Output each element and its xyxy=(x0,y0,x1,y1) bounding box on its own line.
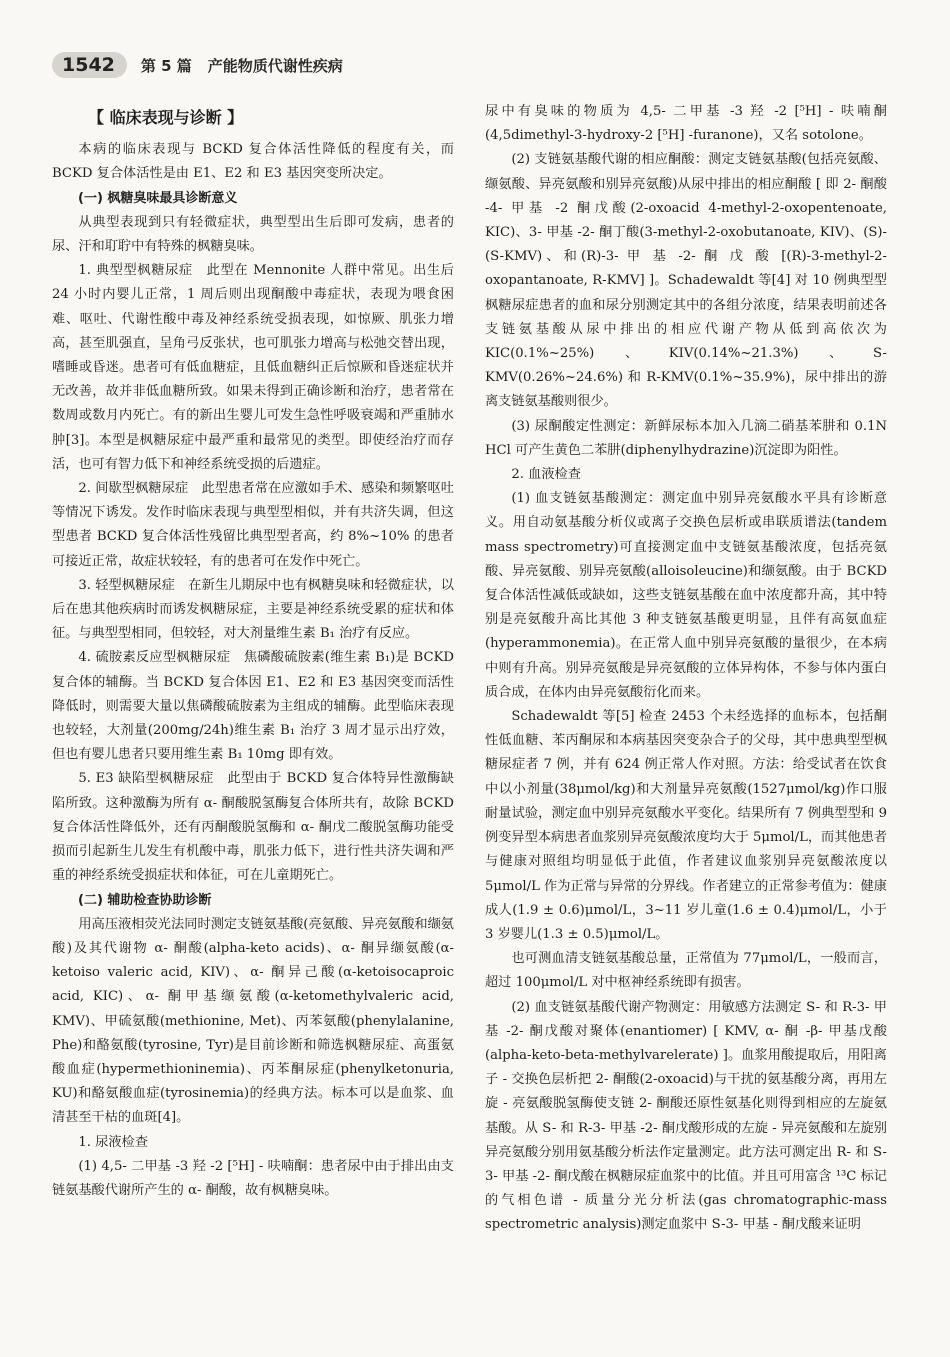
right-column xyxy=(485,100,887,1238)
page-number: 1542 xyxy=(52,52,127,78)
paragraph: 用高压液相荧光法同时测定支链氨基酸(亮氨酸、异亮氨酸和缬氨酸)及其代谢物 α- 酮酸(alpha-keto acids)、α- 酮异缬氨酸(α-ketoiso valeric acid, KIV)、α- 酮异己酸(α-ketoisocaproic acid, KIC)、α- 酮甲基缬氨酸(α-ketomethylvaleric acid, KMV)、甲硫氨酸(methionine, Met)、丙苯氨酸(phenylalanine, Phe)和酪氨酸(tyrosine, Tyr)是目前诊断和筛选枫糖尿症、高蛋氨酸血症(hypermethioninemia)、丙苯酮尿症(phenylketonuria, KU)和酪氨酸血症(tyrosinemia)的经典方法。标本可以是血浆、血清甚至干枯的血斑[4]。 xyxy=(52,916,454,1126)
paragraph: (3) 尿酮酸定性测定：新鲜尿标本加入几滴二硝基苯肼和 0.1N HCl 可产生黄色二苯肼(diphenylhydrazine)沉淀即为阳性。 xyxy=(485,418,887,458)
paragraph: (2) 血支链氨基酸代谢产物测定：用敏感方法测定 S- 和 R-3- 甲基 -2- 酮戊酸对聚体(enantiomer) [ KMV, α- 酮 -β- 甲基戊酸(alpha-keto-beta-methylvarelerate) ]。血浆用酸提取后，用阳离子 - 交换色层析把 2- 酮酸(2-oxoacid)与干扰的氨基酸分离，再用左旋 - 亮氨酸脱氢酶使支链 2- 酮酸还原性氨基化则得到相应的左旋氨基酸。从 S- 和 R-3- 甲基 -2- 酮戊酸形成的左旋 - 异亮氨酸和左旋别异亮氨酸分别用氨基酸分析法作定量测定。此方法可测定出 R- 和 S-3- 甲基 -2- 酮戊酸在枫糖尿症血浆中的比值。并且可用富含 ¹³C 标记的气相色谱 - 质量分光分析法(gas chromatographic-mass spectrometric analysis)测定血浆中 S-3- 甲基 - 酮戊酸来证明 xyxy=(485,999,887,1233)
subheading: (一) 枫糖臭味最具诊断意义 xyxy=(78,190,238,206)
paragraph: 5. E3 缺陷型枫糖尿症 此型由于 BCKD 复合体特异性激酶缺陷所致。这种激酶为所有 α- 酮酸脱氢酶复合体所共有，故除 BCKD 复合体活性降低外，还有丙酮酸脱氢酶和 α- 酮戊二酸脱氢酶功能受损而引起新生儿发生有机酸中毒，肌张力低下，进行性共济失调和严重的神经系统受损症状和体征，可在儿童期死亡。 xyxy=(52,771,454,884)
paragraph: 2. 血液检查 xyxy=(511,467,581,483)
paragraph: 4. 硫胺素反应型枫糖尿症 焦磷酸硫胺素(维生素 B₁)是 BCKD 复合体的辅酶。当 BCKD 复合体因 E1、E2 和 E3 基因突变而活性降低时，则需要大量以焦磷酸硫胺素为主组成的辅酶。此型临床表现也较轻，大剂量(200mg/24h)维生素 B₁ 治疗 3 周才显示出疗效，但也有婴儿患者只要用维生素 B₁ 10mg 即有效。 xyxy=(52,650,454,763)
paragraph: (1) 4,5- 二甲基 -3 羟 -2 [⁵H] - 呋喃酮：患者尿中由于排出由支链氨基酸代谢所产生的 α- 酮酸，故有枫糖臭味。 xyxy=(52,1158,454,1198)
paragraph: 也可测血清支链氨基酸总量，正常值为 77μmol/L，一般而言，超过 100μmol/L 对中枢神经系统即有损害。 xyxy=(485,951,887,991)
paragraph: 尿中有臭味的物质为 4,5- 二甲基 -3 羟 -2 [⁵H] - 呋喃酮(4,5dimethyl-3-hydroxy-2 [⁵H] -furanone)，又名 sotolone。 xyxy=(485,104,887,144)
part-label: 第 5 篇 xyxy=(140,56,192,75)
paragraph: (2) 支链氨基酸代谢的相应酮酸：测定支链氨基酸(包括亮氨酸、缬氨酸、异亮氨酸和别异亮氨酸)从尿中排出的相应酮酸 [ 即 2- 酮酸 -4- 甲基 -2 酮戊酸(2-oxoacid 4-methyl-2-oxopentenoate, KIC)、3- 甲基 -2- 酮丁酸(3-methyl-2-oxobutanoate, KIV)、(S)-(S-KMV)、和(R)-3- 甲 基 -2- 酮 戊 酸 [(R)-3-methyl-2-oxopantanoate, R-KMV] ]。Schadewaldt 等[4] 对 10 例典型型枫糖尿症患者的血和尿分别测定其中的各组分浓度，结果表明前述各支链氨基酸从尿中排出的相应代谢产物从低到高依次为 KIC(0.1%~25%)、KIV(0.14%~21.3%)、S-KMV(0.26%~24.6%) 和 R-KMV(0.1%~35.9%)，尿中排出的游离支链氨基酸则很少。 xyxy=(485,152,887,410)
page-header xyxy=(52,50,902,80)
paragraph: 3. 轻型枫糖尿症 在新生儿期尿中也有枫糖臭味和轻微症状，以后在患其他疾病时而诱发枫糖尿症，主要是神经系统受累的症状和体征。与典型型相同，但较轻，对大剂量维生素 B₁ 治疗有反应。 xyxy=(52,577,454,642)
paragraph: Schadewaldt 等[5] 检查 2453 个未经选择的血标本，包括酮性低血糖、苯丙酮尿和本病基因突变杂合子的父母，其中患典型型枫糖尿症者 7 例，并有 624 例正常人作对照。方法：给受试者在饮食中以小剂量(38μmol/kg)和大剂量异亮氨酸(1527μmol/kg)作口服耐量试验，测定血中别异亮氨酸水平变化。结果所有 7 例典型型和 9 例变异型本病患者血浆别异亮氨酸浓度均大于 5μmol/L，而其他患者与健康对照组均明显低于此值，作者建议血浆别异亮氨酸浓度以 5μmol/L 作为正常与异常的分界线。作者建立的正常参考值为：健康成人(1.9 ± 0.6)μmol/L，3~11 岁儿童(1.6 ± 0.4)μmol/L，小于 3 岁婴儿(1.3 ± 0.5)μmol/L。 xyxy=(485,709,887,942)
paragraph: (1) 血支链氨基酸测定：测定血中别异亮氨酸水平具有诊断意义。用自动氨基酸分析仪或离子交换色层析或串联质谱法(tandem mass spectrometry)可直接测定血中支链氨基酸浓度，包括亮氨酸、异亮氨酸、别异亮氨酸(alloisoleucine)和缬氨酸。由于 BCKD 复合体活性减低或缺如，这些支链氨基酸在血中浓度都升高，其中特别是亮氨酸升高比其他 3 种支链氨基酸更明显，且伴有高氨血症(hyperammonemia)。在正常人血中别异亮氨酸的量很少，在本病中则有升高。别异亮氨酸是异亮氨酸的立体异构体，不参与体内蛋白质合成，在体内由异亮氨酸衍化而来。 xyxy=(485,491,887,700)
left-column xyxy=(52,100,454,1203)
paragraph: 2. 间歇型枫糖尿症 此型患者常在应激如手术、感染和频繁呕吐等情况下诱发。发作时临床表现与典型型相似，并有共济失调，但这型患者 BCKD 复合体活性残留比典型型者高，约 8%~10% 的患者可接近正常，故症状较轻，有的患者可在发作中死亡。 xyxy=(52,481,454,569)
paragraph: 1. 典型型枫糖尿症 此型在 Mennonite 人群中常见。出生后 24 小时内婴儿正常，1 周后则出现酮酸中毒症状，表现为喂食困难、呕吐、代谢性酸中毒及神经系统受损表现，如惊厥、肌张力增高，甚至肌强直，呈角弓反张状，也可肌张力增高与松弛交替出现，嗜睡或昏迷。患者可有低血糖症，且低血糖纠正后惊厥和昏迷症状并无改善，故并非低血糖所致。如果未得到正确诊断和治疗，患者常在数周或数月内死亡。有的新出生婴儿可发生急性呼吸衰竭和严重肺水肿[3]。本型是枫糖尿症中最严重和最常见的类型。即使经治疗而存活，也可有智力低下和神经系统受损的后遗症。 xyxy=(52,263,454,472)
paragraph: 1. 尿液检查 xyxy=(78,1134,148,1150)
part-title: 产能物质代谢性疾病 xyxy=(207,56,343,75)
section-title: 【 临床表现与诊断 】 xyxy=(88,108,244,127)
paragraph: 本病的临床表现与 BCKD 复合体活性降低的程度有关，而 BCKD 复合体活性是由 E1、E2 和 E3 基因突变所决定。 xyxy=(52,142,454,182)
paragraph: 从典型表现到只有轻微症状，典型型出生后即可发病，患者的尿、汗和耵聍中有特殊的枫糖臭味。 xyxy=(52,214,454,255)
subheading: (二) 辅助检查协助诊断 xyxy=(78,892,212,908)
